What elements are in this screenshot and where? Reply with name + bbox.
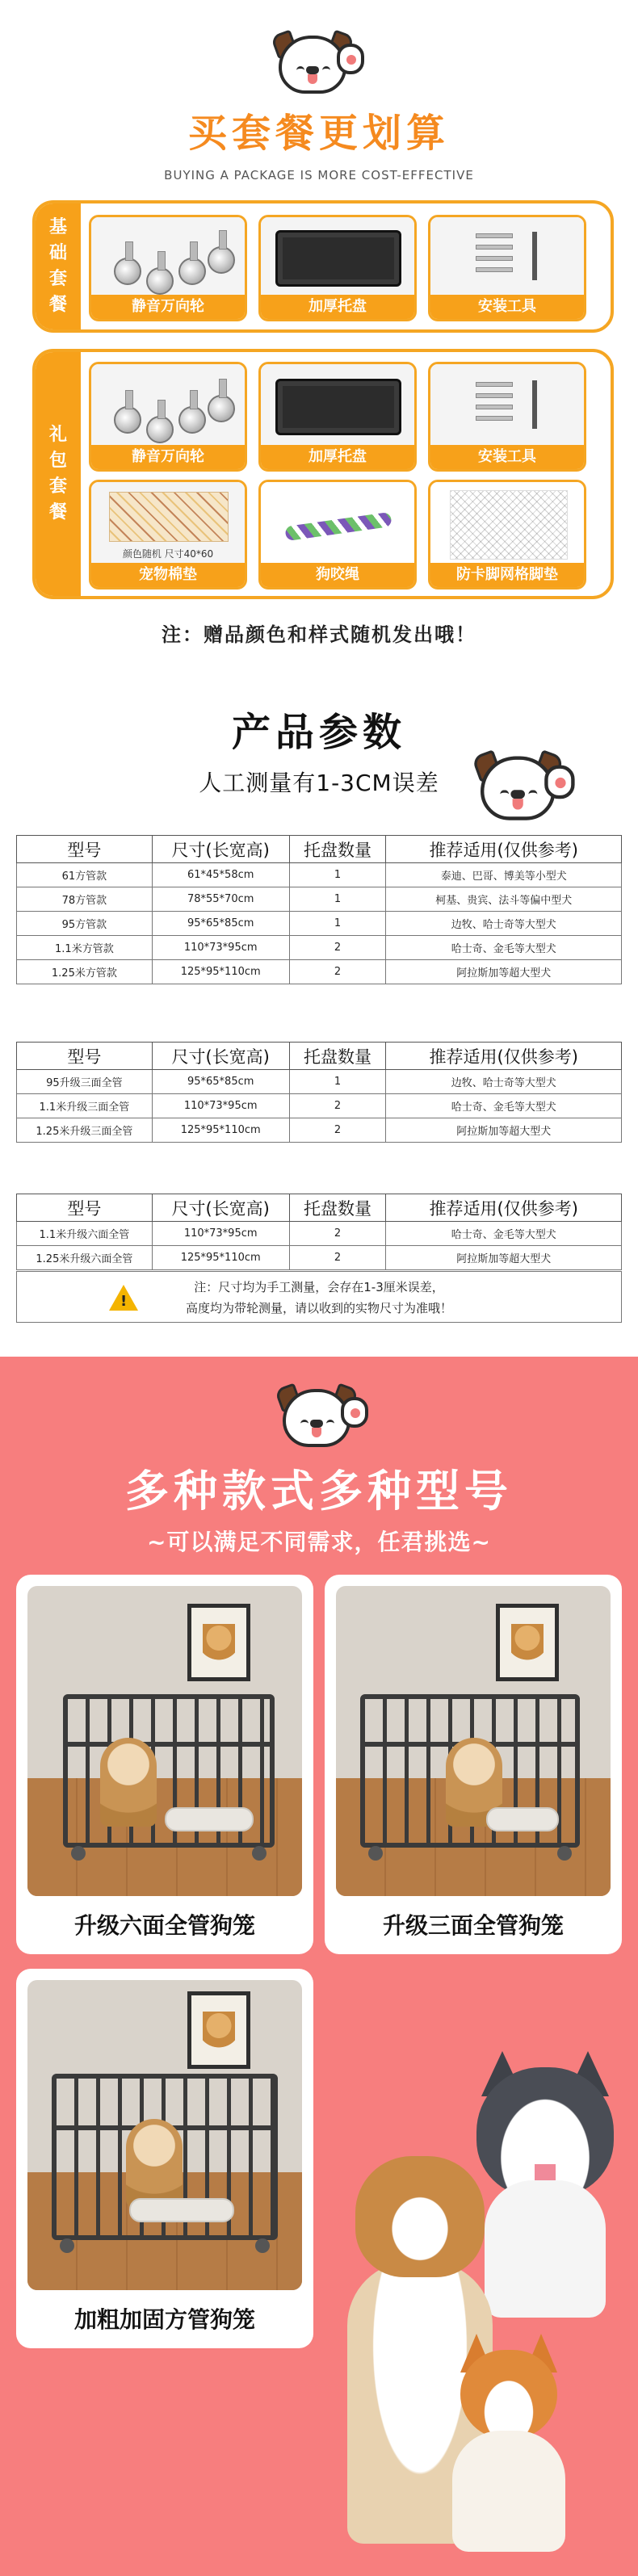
gift-item-label: 宠物棉垫: [91, 563, 245, 587]
package-title: 买套餐更划算: [187, 111, 450, 156]
gift-item-label: 静音万向轮: [91, 445, 245, 469]
wall-painting: [187, 1604, 250, 1681]
table-row: 78方管款 78*55*70cm 1 柯基、贵宾、法斗等偏中型犬: [17, 887, 622, 912]
basic-package-box: [32, 200, 614, 333]
spec-note-line-2: 高度均为带轮测量，请以收到的实物尺寸为准哦！: [185, 1301, 452, 1315]
table-row: 1.1米升级六面全管 110*73*95cm 2 哈士奇、金毛等大型犬: [17, 1222, 622, 1246]
spec-note: [16, 1271, 622, 1323]
gift-package-label: 礼 包 套 餐: [36, 352, 81, 596]
gift-item-label: 狗咬绳: [261, 563, 414, 587]
basic-item-casters: [89, 215, 247, 321]
tray-image: [275, 230, 401, 287]
spec-table-3: [16, 1194, 622, 1270]
tray-image: [275, 379, 401, 435]
gift-item-tools: [428, 362, 586, 472]
caster-wheel-icon: [208, 246, 235, 274]
params-subtitle: 人工测量有1-3CM误差: [199, 770, 439, 796]
table-row: 95升级三面全管 95*65*85cm 1 边牧、哈士奇等大型犬: [17, 1070, 622, 1094]
warning-icon: [109, 1285, 138, 1311]
grid-pad-image: [450, 490, 568, 560]
spec-note-line-1: 注：尺寸均为手工测量，会存在1-3厘米误差，: [194, 1280, 444, 1294]
package-subtitle: BUYING A PACKAGE IS MORE COST-EFFECTIVE: [164, 168, 474, 183]
style-card-caption: 升级六面全管狗笼: [73, 1912, 255, 1939]
pet-mat-image: [109, 492, 229, 542]
basic-package-label: 基 础 套 餐: [36, 203, 81, 329]
basic-item-tools: [428, 215, 586, 321]
package-section: [0, 0, 638, 678]
spec-table-2: [16, 1042, 622, 1143]
product-photo: [336, 1586, 611, 1896]
product-photo: [27, 1586, 302, 1896]
chew-rope-image: [284, 512, 392, 541]
caster-wheel-icon: [208, 395, 235, 422]
style-card-caption: 加粗加固方管狗笼: [73, 2306, 255, 2333]
gift-item-label: 加厚托盘: [261, 445, 414, 469]
dog-cage-image: [63, 1694, 275, 1848]
table-row: 95方管款 95*65*85cm 1 边牧、哈士奇等大型犬: [17, 912, 622, 936]
gift-item-casters: [89, 362, 247, 472]
caster-wheel-icon: [178, 406, 206, 434]
dog-cage-image: [52, 2074, 278, 2240]
dogs-illustration: [339, 2051, 638, 2552]
style-card-three-sided[interactable]: [325, 1575, 622, 1954]
table-header: 型号 尺寸(长宽高) 托盘数量 推荐适用(仅供参考): [17, 1043, 622, 1070]
table-header: 型号 尺寸(长宽高) 托盘数量 推荐适用(仅供参考): [17, 1194, 622, 1222]
basic-item-tray: [258, 215, 417, 321]
gift-item-grid-pad: [428, 480, 586, 589]
wall-painting: [496, 1604, 559, 1681]
styles-title: 多种款式多种型号: [125, 1466, 513, 1517]
corgi-image: [444, 2334, 573, 2552]
gift-note: 注：赠品颜色和样式随机发出哦！: [162, 623, 476, 646]
table-row: 1.25米方管款 125*95*110cm 2 阿拉斯加等超大型犬: [17, 960, 622, 984]
basic-item-label: 安装工具: [430, 295, 584, 319]
style-card-square-tube[interactable]: [16, 1969, 313, 2348]
caster-wheel-icon: [146, 416, 174, 443]
basic-item-label: 静音万向轮: [91, 295, 245, 319]
gift-item-tray: [258, 362, 417, 472]
mat-note: 颜色随机 尺寸40*60: [122, 548, 214, 560]
table-row: 1.25米升级三面全管 125*95*110cm 2 阿拉斯加等超大型犬: [17, 1118, 622, 1143]
styles-subtitle: ~可以满足不同需求，任君挑选~: [147, 1529, 491, 1555]
basic-item-label: 加厚托盘: [261, 295, 414, 319]
product-photo: [27, 1980, 302, 2290]
params-title: 产品参数: [231, 710, 406, 755]
wrench-icon: [532, 232, 537, 280]
style-card-caption: 升级三面全管狗笼: [382, 1912, 564, 1939]
caster-wheel-icon: [114, 406, 141, 434]
wrench-icon: [532, 380, 537, 429]
dog-mascot-icon: [271, 27, 367, 100]
table-row: 61方管款 61*45*58cm 1 泰迪、巴哥、博美等小型犬: [17, 863, 622, 887]
gift-item-label: 防卡脚网格脚垫: [430, 563, 584, 587]
gift-item-pet-mat: [89, 480, 247, 589]
table-row: 1.25米升级六面全管 125*95*110cm 2 阿拉斯加等超大型犬: [17, 1246, 622, 1270]
gift-item-label: 安装工具: [430, 445, 584, 469]
table-row: 1.1米升级三面全管 110*73*95cm 2 哈士奇、金毛等大型犬: [17, 1094, 622, 1118]
table-row: 1.1米方管款 110*73*95cm 2 哈士奇、金毛等大型犬: [17, 936, 622, 960]
caster-wheel-icon: [146, 267, 174, 295]
gift-item-rope: [258, 480, 417, 589]
style-card-six-sided[interactable]: [16, 1575, 313, 1954]
caster-wheel-icon: [178, 258, 206, 285]
dog-mascot-icon: [472, 748, 578, 828]
spec-table-1: [16, 835, 622, 984]
wall-painting: [187, 1991, 250, 2069]
table-header: 型号 尺寸(长宽高) 托盘数量 推荐适用(仅供参考): [17, 836, 622, 863]
caster-wheel-icon: [114, 258, 141, 285]
dog-cage-image: [360, 1694, 580, 1848]
gift-package-box: [32, 349, 614, 599]
dog-mascot-icon: [275, 1381, 371, 1454]
